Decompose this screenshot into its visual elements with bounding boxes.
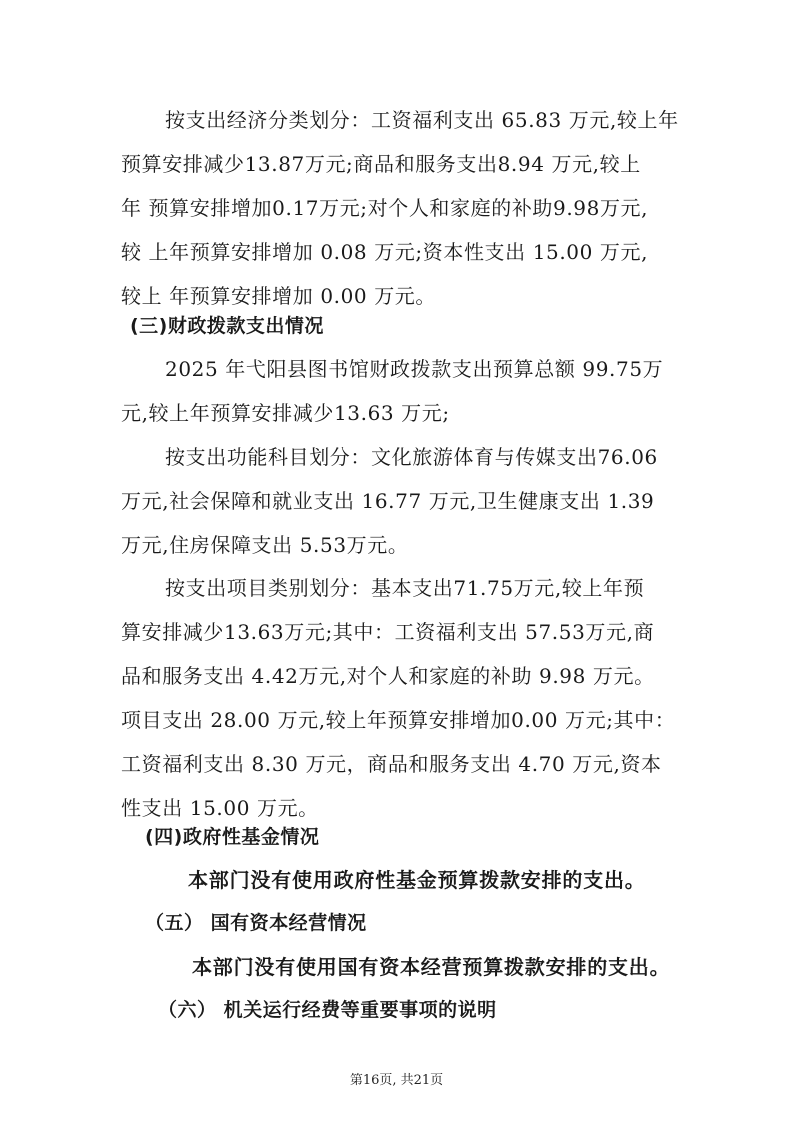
section-heading-five: （五） 国有资本经营情况: [145, 912, 367, 934]
paragraph-line: 按支出经济分类划分：工资福利支出 65.83 万元,较上年: [165, 108, 679, 132]
page-footer: 第16页, 共21页: [349, 1073, 444, 1088]
paragraph-line: 预算安排减少13.87万元;商品和服务支出8.94 万元,较上: [121, 152, 641, 176]
section-heading-six: （六） 机关运行经费等重要事项的说明: [158, 999, 497, 1021]
paragraph-line: 按支出功能科目划分：文化旅游体育与传媒支出76.06: [165, 445, 658, 469]
paragraph-line: 元,较上年预算安排减少13.63 万元;: [121, 401, 450, 425]
paragraph-line: 较 上年预算安排增加 0.08 万元;资本性支出 15.00 万元,: [121, 240, 649, 264]
section-heading-four: (四)政府性基金情况: [145, 826, 320, 848]
section-heading-three: (三)财政拨款支出情况: [130, 315, 324, 337]
statement-state-capital: 本部门没有使用国有资本经营预算拨款安排的支出。: [192, 955, 671, 979]
paragraph-line: 按支出项目类别划分：基本支出71.75万元,较上年预: [165, 576, 645, 600]
paragraph-line: 较上 年预算安排增加 0.00 万元。: [121, 284, 437, 308]
paragraph-line: 算安排减少13.63万元;其中：工资福利支出 57.53万元,商: [121, 620, 655, 644]
paragraph-line: 项目支出 28.00 万元,较上年预算安排增加0.00 万元;其中：: [121, 708, 676, 732]
paragraph-line: 万元,社会保障和就业支出 16.77 万元,卫生健康支出 1.39: [121, 489, 655, 513]
paragraph-line: 品和服务支出 4.42万元,对个人和家庭的补助 9.98 万元。: [121, 664, 655, 688]
paragraph-line: 性支出 15.00 万元。: [121, 796, 319, 820]
paragraph-line: 年 预算安排增加0.17万元;对个人和家庭的补助9.98万元,: [121, 196, 649, 220]
statement-government-fund: 本部门没有使用政府性基金预算拨款安排的支出。: [188, 868, 646, 892]
paragraph-line: 2025 年弋阳县图书馆财政拨款支出预算总额 99.75万: [165, 357, 664, 381]
paragraph-line: 万元,住房保障支出 5.53万元。: [121, 533, 409, 557]
paragraph-line: 工资福利支出 8.30 万元，商品和服务支出 4.70 万元,资本: [121, 752, 662, 776]
